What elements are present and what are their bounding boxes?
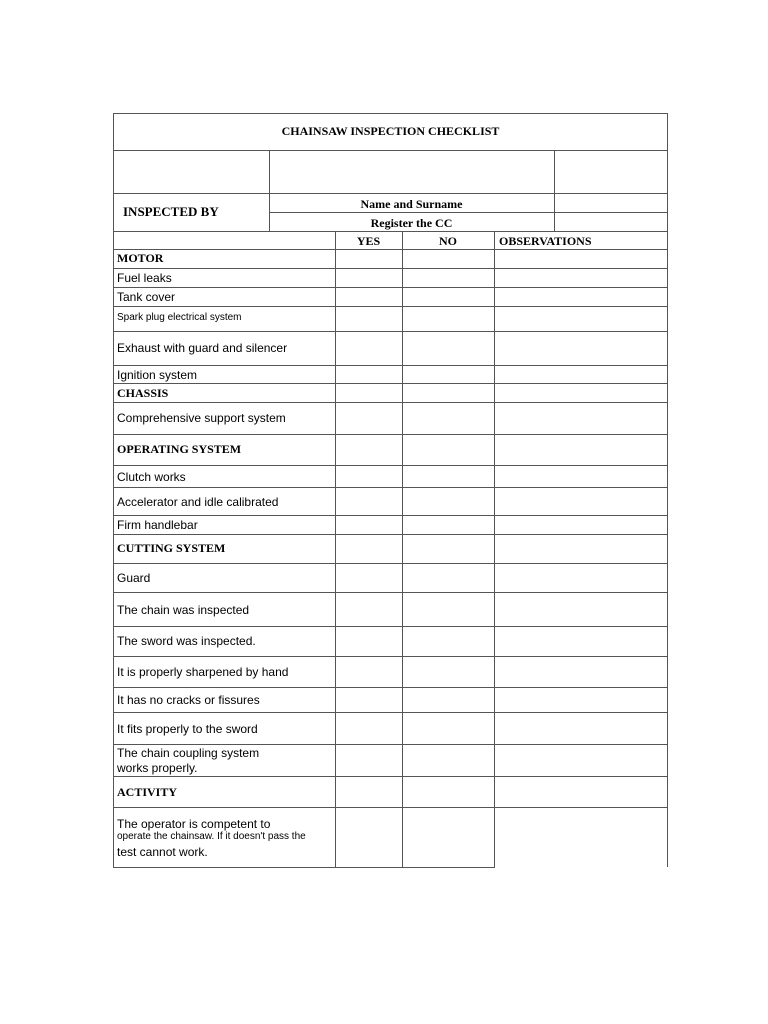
rule — [554, 150, 555, 231]
rule — [113, 592, 668, 593]
checklist-item: Spark plug electrical system — [117, 312, 242, 323]
checklist-item: Fuel leaks — [117, 271, 172, 285]
checklist-item: The chain was inspected — [117, 603, 250, 617]
border-left — [113, 113, 114, 868]
rule — [113, 150, 668, 151]
name-surname-label: Name and Surname — [360, 197, 463, 211]
checklist-item: The operator is competent to — [117, 817, 271, 831]
rule — [113, 687, 668, 688]
rule — [113, 231, 668, 232]
rule — [113, 534, 668, 535]
rule — [113, 434, 668, 435]
section-heading-motor: MOTOR — [117, 251, 164, 265]
rule — [113, 626, 668, 627]
register-cc-label: Register the CC — [370, 216, 453, 230]
rule — [113, 744, 668, 745]
rule — [113, 465, 668, 466]
column-observations: OBSERVATIONS — [499, 234, 592, 248]
border-right — [667, 113, 668, 867]
rule — [113, 268, 668, 269]
rule — [269, 212, 668, 213]
rule — [113, 331, 668, 332]
checklist-item: Comprehensive support system — [117, 411, 286, 425]
checklist-item: It is properly sharpened by hand — [117, 665, 289, 679]
section-heading-activity: ACTIVITY — [117, 785, 178, 799]
rule — [113, 515, 668, 516]
checklist-item: Ignition system — [117, 368, 198, 382]
rule — [113, 807, 668, 808]
rule — [113, 402, 668, 403]
rule — [113, 249, 668, 250]
rule — [113, 306, 668, 307]
rule — [113, 712, 668, 713]
section-heading-operating-system: OPERATING SYSTEM — [117, 442, 242, 456]
inspected-by-label: INSPECTED BY — [123, 204, 219, 219]
rule — [113, 383, 668, 384]
section-heading-chassis: CHASSIS — [117, 386, 169, 400]
checklist-item-continued: works properly. — [117, 761, 198, 775]
border-bottom — [113, 867, 495, 868]
rule — [113, 193, 668, 194]
checklist-item: Exhaust with guard and silencer — [117, 341, 288, 355]
checklist-item: Tank cover — [117, 290, 176, 304]
rule — [113, 563, 668, 564]
rule — [402, 231, 403, 868]
checklist-item: The chain coupling system — [117, 746, 260, 760]
rule — [335, 231, 336, 868]
checklist-item: Guard — [117, 571, 151, 585]
checklist-item: The sword was inspected. — [117, 634, 256, 648]
column-yes: YES — [356, 234, 381, 248]
checklist-item-continued: test cannot work. — [117, 845, 208, 859]
rule — [113, 365, 668, 366]
section-heading-cutting-system: CUTTING SYSTEM — [117, 541, 226, 555]
checklist-item: Firm handlebar — [117, 518, 198, 532]
rule — [494, 231, 495, 868]
checklist-item-continued: operate the chainsaw. If it doesn't pass the — [117, 831, 306, 842]
checklist-item: Accelerator and idle calibrated — [117, 495, 279, 509]
rule — [113, 776, 668, 777]
rule — [113, 656, 668, 657]
rule — [113, 287, 668, 288]
page-title: CHAINSAW INSPECTION CHECKLIST — [281, 124, 500, 138]
column-no: NO — [439, 234, 457, 248]
checklist-item: It fits properly to the sword — [117, 722, 258, 736]
checklist-item: It has no cracks or fissures — [117, 693, 260, 707]
checklist-item: Clutch works — [117, 470, 186, 484]
border-top — [113, 113, 668, 114]
rule — [113, 487, 668, 488]
